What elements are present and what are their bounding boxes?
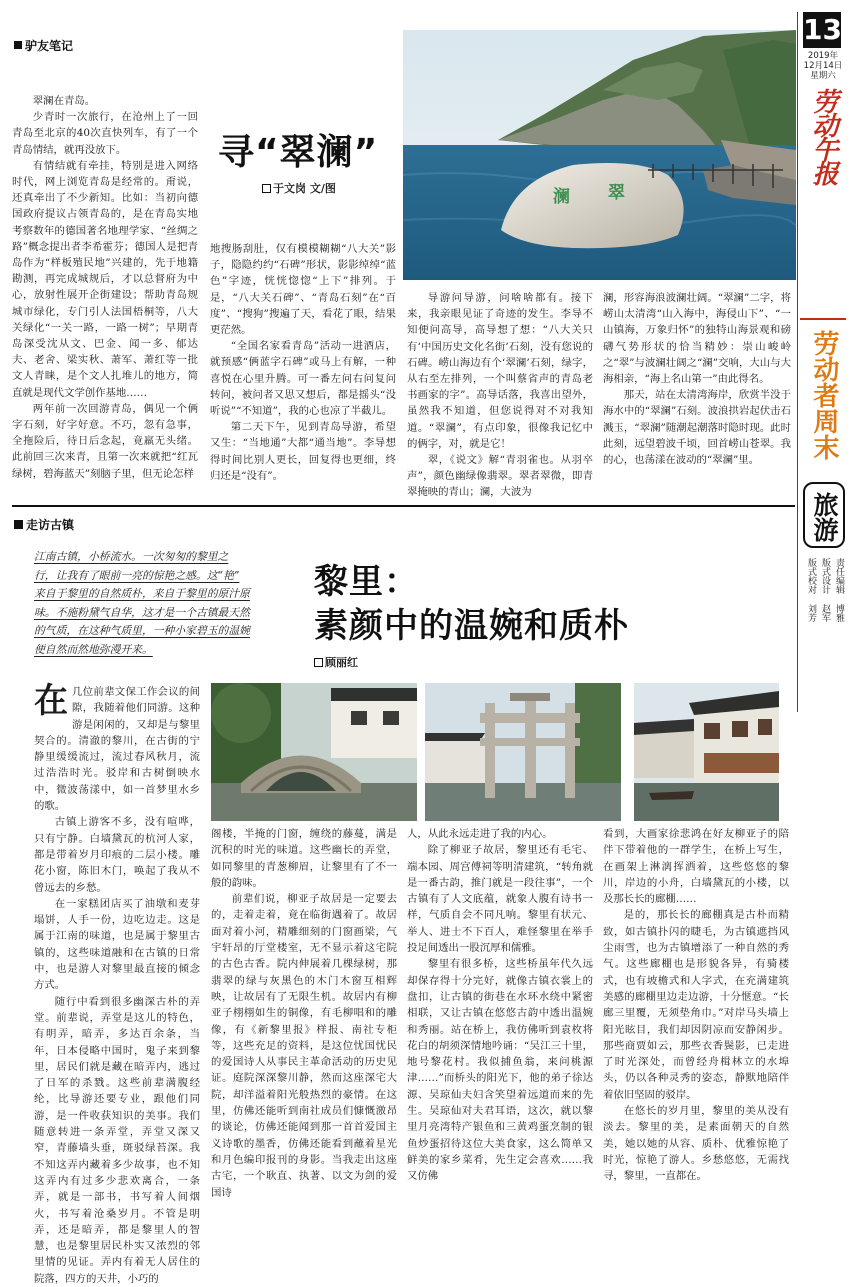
lead-line: 江南古镇，小桥流水。一次匆匆的黎里之 [34,550,229,563]
paragraph: “全国名家看青岛”活动一进酒店，就预感“俩蓝字石碑”或马上有解，一种喜悦在心里升腾。可一番左问右问复问转问，被问者又思又想后，都是摇头“没听说”“不知道”，我的心也凉了半截儿。 [210,340,396,418]
paragraph: 除了柳亚子故居，黎里还有毛宅、端本园、周宫傅祠等明清建筑，“转角就是一番古韵，推门就是一段往事”，一个古镇有了人文底蕴，就象人腹有诗书一样，气质自会不同凡响。黎里有状元、举人、进士不下百人，难怪黎里在举手投足间透出一股沉厚和儒雅。 [407,844,593,955]
lead-line: 便自然而然地弥漫开来。 [34,642,153,656]
article1-column-3 [407,290,593,499]
article2-byline [314,654,358,670]
title-line-1: 黎里： [314,562,419,602]
issue-date [801,51,845,81]
lead-line: 的气质，在这种气质里，一种小家碧玉的温婉 [34,624,250,638]
dropcap: 在 [34,681,68,721]
byline-text: 顾丽红 [325,656,358,669]
svg-text:翠: 翠 [608,183,625,203]
column-label-guzhen [14,516,74,533]
article2-column-1 [34,681,200,1285]
date-day: 12月14日 [803,61,843,71]
paragraph: 少青时一次旅行，在沧州上了一回青岛至北京的40次直快列车，有了一个青岛情结，就再没放下。 [12,111,198,156]
paragraph: 人，从此永远走进了我的内心。 [407,828,553,840]
article2-column-4 [603,826,789,1218]
article1-column-1 [12,93,198,495]
paragraph: 几位前辈文保工作会议的间隙，我随着他们同游。这种游是闲闲的，又却是与黎里契合的。清澈的黎川，在古街的宁静里缓缓流过，流过春风秋月，流过浩浩时光。驳岸和古树倒映水中，微波荡漾中，如一首梦里水乡的歌。 [34,686,200,813]
paper-logo: 劳动午报 [808,88,838,184]
paragraph: 黎里有很多桥，这些桥虽年代久远却保存得十分完好，就像古镇衣裳上的盘扣，让古镇的街巷在水环水绕中紧密相联，又让古镇在悠悠古韵中透出温婉和秀丽。站在桥上，我仿佛听到袁枚将花白的胡须深情地吟诵：“吴江三十里，地号黎花村。我似捕鱼翁，来问桃源津……”而桥头的阳光下，他的弟子徐达源、吴琼仙夫妇含笑望着远道而来的先生。吴琼仙对夫君耳语，这次，就以黎里月亮湾特产银鱼和三黄鸡蛋烹制的银鱼炒蛋招待这位大美食家，这么简单又鲜美的家乡菜肴，先生定会喜欢……我又仿佛 [407,958,593,1183]
paragraph: 古镇上游客不多，没有喧哗，只有宁静。白墙黛瓦的杭河人家，都是带着岁月印痕的二层小楼。雕花小窗，陈旧木门，唤起了我从不曾远去的乡愁。 [34,816,200,894]
article1-byline [262,180,336,196]
article2-lead [34,548,304,660]
article-divider [12,505,795,507]
lead-line: 来自于黎里的自然质朴，来自于黎里的原汁原 [34,587,250,601]
column-label-text: 走访古镇 [26,518,75,532]
column-label-lvyou [14,37,73,54]
lead-line: 味。不施粉黛气自华，这才是一个古镇最天然 [34,605,250,619]
section-band-top [800,318,846,320]
paragraph: 阁楼，半掩的门窗，缠绕的藤蔓，满是沉积的时光的味道。这些幽长的弄堂，如同黎里的青葱柳眉，让黎里有了不一般的韵味。 [211,828,397,889]
photo-memorial-arches [425,683,621,821]
photo-stone-bridge [211,683,417,821]
paragraph: 那天，站在太清湾海岸，欣赏半没于海水中的“翠澜”石刻。波浪拱岩起伏击石溅玉，“翠澜”随潮起潮落时隐时现。此时此刻，远望碧波千顷，回首崂山苍翠。我的心，也荡漾在波动的“翠澜”里。 [603,389,791,467]
paragraph: 在悠长的岁月里，黎里的美从没有淡去。黎里的美，是素面朝天的自然美，她以她的从容、质朴、优雅惊艳了时光，惊艳了游人。乡愁悠悠，无需找寻，黎里，一直都在。 [603,1105,789,1183]
paragraph: 是的，那长长的廊棚真是古朴而精致，如古镇扑闪的睫毛，为古镇遮挡风尘雨雪，也为古镇增添了一种自然的秀气。这些廊棚也是形貌各异，有骑楼式，也有坡檐式和人字式，在充满建筑美感的廊棚里边走边游，十分惬意。“长廊三里覆，无须垫角巾。”对岸马头墙上阳光眩目，我们却因阴凉而安静闲步。那些商贾如云，那些衣香鬓影，已走进了时光深处，而曾经舟楫林立的水埠头，仍以各种灵秀的姿态，静默地陪伴着依旧坚固的驳岸。 [603,909,789,1101]
article2-column-2 [211,826,397,1218]
date-year: 2019年 [807,51,839,61]
page-number: 13 [803,13,842,46]
paragraph: 前辈们说，柳亚子故居是一定要去的，走着走着，竟在临街遇着了。故居面对着小河，精雕细刻的门窗画梁，气宇轩昂的厅堂楼室，无不显示着这宅院的古色古香。院内伸展着几棵绿树，那翡翠的绿与灰黑色的木门木窗互相辉映，让故居有了无限生机。故居内有柳亚子栩栩如生的铜像，有毛柳唱和的雕像，有《新黎里报》样报、南社专柜等，这些充足的资料，是这位忧国忧民的爱国诗人从事民主革命活动的历史见证。庭院深深黎川静，然而这座深宅大院，却洋溢着阳光般热烈的豪情。在这里，仿佛还能听到南社成员们慷慨激昂的谈论，仿佛还能闻到那一首首爱国主义诗歌的墨香，仿佛还能看到蘸着星光和月色编印报刊的身影。当我走出这座古宅，一个耿直、执著、以文为剑的爱国诗 [211,893,397,1199]
paragraph: 地搜肠刮肚，仅有模模糊糊“八大关”影子，隐隐约约“石碑”形状，影影绰绰“蓝色”字迹，恍恍惚惚“上下”排列。于是，“八大关石碑”、“青岛石刻”在“百度”、“搜狗”搜遍了天，看花了眼，结果更茫然。 [210,243,396,337]
byline-text: 于文岗 文/图 [273,182,336,195]
credit-designer: 版式设计 赵军 [820,558,830,622]
article1-column-2 [210,241,396,495]
masthead-vertical-rule [797,12,798,712]
paragraph: 导游问导游，问啥啥都有。接下来，我亲眼见证了奇迹的发生。李导不知便问高导，高导想了想：“八大关只有‘中国历史文化名街’石刻，没有您说的石碑。崂山海边有个‘翠澜’石刻，绿字，从右至左排列，一个叫蔡省声的青岛老书画家的字”。高导话落，我喜出望外，虽然我不知道，但您说得对不对我知道。“翠澜”，有点印象，很像我记忆中的俩字，对，就是它！ [407,292,593,450]
paragraph: 翠澜在青岛。 [32,95,96,107]
paragraph: 澜，形容海浪波澜壮阔。“翠澜”二字，将崂山太清湾“山入海中，海侵山下”、“一山镇海，万象归怀”的独特山海景观和磅礴气势形状的恰当精妙：崇山峻岭之“翠”与波澜壮阔之“澜”交响，大山与大海相亲，“海上名山第一”由此得名。 [603,292,791,386]
credit-editor: 责任编辑 博雅 [834,558,844,622]
svg-text:澜: 澜 [553,187,570,207]
section-title: 劳动者周末 [809,330,839,460]
section-tag: 旅游 [803,482,845,548]
paragraph: 两年前一次回游青岛，偶见一个俩字石刻，好字好意。不巧，忽有急事，全拖险后，待日后念起，竟羸无头绪。此前回三次来青，且第一次来就把“红瓦绿树，碧海蓝天”刻脑子里，但无论怎样 [12,402,198,480]
paragraph: 看到，大画家徐悲鸿在好友柳亚子的陪伴下带着他的一群学生，在桥上写生，在画架上淋漓挥洒着，这些悠悠的黎川，岸边的小舟，白墙黛瓦的小楼，以及那长长的廊棚…… [603,828,789,906]
paragraph: 在一家糕团店买了油墩和麦芽塌饼，人手一份，边吃边走。这是属于江南的味道，也是属于黎里古镇的，这些味道融和在古镇的日常中，也是游人对黎里最直接的倾念方式。 [34,897,200,992]
paragraph: 第二天下午，见到青岛导游，希望又生：“当地通”大都“通当地”。李导想得时间比别人更长，回复得也更细，终归还是“没有”。 [210,421,396,482]
paragraph: 有情结就有牵挂，特别是进入网络时代，网上浏览青岛是经常的。甭说，还真牵出了不少新知。比如：当初向德国政府提议占领青岛的，是在青岛实地考察数年的德国著名地理学家、“丝绸之路”概念提出者李希霍芬；德国人是把青岛作为“样板殖民地”兴建的，先于地籍勘测，再完成城规后，才以总督府为中心，放射性展开企街建设；帮助青岛规城市绿化，专门引人法国梧桐等，八大关绿化“一关一路，一路一树”；早期青岛深受沈从文、巴金、闻一多、郁达夫、老舍、梁实秋、萧军、萧红等一批文人青睐，是个文人扎堆儿的地方，简直就是现代文学创作基地…… [12,159,198,399]
article1-title: 寻“翠澜” [218,132,379,173]
article2-column-3 [407,826,593,1218]
credits [803,558,845,708]
column-label-text: 驴友笔记 [25,39,74,53]
photo-canal-houses [634,683,779,821]
title-line-2: 素颜中的温婉和质朴 [314,606,629,646]
article1-column-4 [603,290,791,495]
credit-proofreader: 版式校对 刘芳 [806,558,816,622]
paragraph: 随行中看到很多幽深古朴的弄堂。前辈说，弄堂是这儿的特色，有明弄，暗弄，多达百余条，当年，日本侵略中国时，鬼子来到黎里，居民们就是藏在暗弄内，逃过了日军的杀戮。这些前辈满腹经纶，比导游还要专业，跟他们同游，是一件收获知识的美事。我们随意转进一条弄堂，弄堂又深又窄，青藤墙头垂，斑驳绿苔深。我不知这弄内藏着多少故事，也不知这弄内有过多少悲欢离合，一条弄，就是一部书，书写着人间烟火，书写着沧桑岁月。不管是明弄，还是暗弄，都是黎里人的智慧，也是黎里居民朴实又浓烈的邻里情的见证。弄内有着无人居住的院落，四方的天井，小巧的 [34,995,200,1285]
photo-cuilan-rock [403,30,796,280]
paragraph: 翠，《说文》解“青羽雀也。从羽卒声”，颜色幽绿像翡翠。翠者翠微，即青翠掩映的青山；澜，大波为 [407,454,593,499]
article2-title [314,560,734,648]
date-weekday: 星期六 [810,71,836,81]
lead-line: 行，让我有了眼前一亮的惊艳之感。这“艳” [34,568,240,582]
